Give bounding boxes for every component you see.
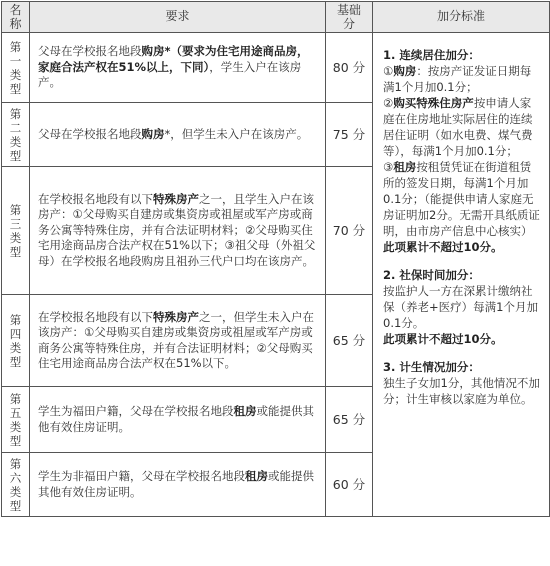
bonus-3-text: 独生子女加1分，其他情况不加分；计生审核以家庭为单位。	[383, 376, 540, 406]
type-name: 第 五 类 型	[2, 387, 30, 453]
header-name: 名 称	[2, 2, 30, 33]
type-name: 第 三 类 型	[2, 167, 30, 295]
bonus-1-cap: 此项累计不超过10分。	[383, 240, 503, 254]
bonus-1-item-3: ③租房按租赁凭证在街道租赁所的签发日期，每满1个月加0.1分；（能提供申请人家庭无房证明加2分。无需开具纸质证明，由市房产信息中心核实）	[383, 160, 540, 238]
type-base-score: 60 分	[326, 453, 373, 517]
type-name: 第 六 类 型	[2, 453, 30, 517]
bonus-2-text: 按监护人一方在深累计缴纳社保（养老+医疗）每满1个月加0.1分。	[383, 284, 538, 330]
admission-table	[1, 1, 550, 517]
type-requirement: 父母在学校报名地段购房*（要求为住宅用途商品房，家庭合法产权在51%以上，下同），学生入户在该房产。	[30, 33, 326, 103]
bonus-section-1	[383, 47, 541, 255]
bonus-2-title: 2. 社保时间加分：	[383, 268, 480, 282]
type-name: 第 一 类 型	[2, 33, 30, 103]
type-base-score: 65 分	[326, 295, 373, 387]
header-base-score: 基础 分	[326, 2, 373, 33]
type-base-score: 65 分	[326, 387, 373, 453]
bonus-1-item-1: ①购房：按房产证发证日期每满1个月加0.1分；	[383, 64, 532, 94]
type-base-score: 70 分	[326, 167, 373, 295]
bonus-section-2	[383, 267, 541, 347]
bonus-1-title: 1. 连续居住加分：	[383, 48, 480, 62]
type-name: 第 四 类 型	[2, 295, 30, 387]
type-requirement: 学生为非福田户籍，父母在学校报名地段租房或能提供其他有效住房证明。	[30, 453, 326, 517]
type-base-score: 75 分	[326, 103, 373, 167]
header-row	[2, 2, 550, 33]
type-requirement: 学生为福田户籍，父母在学校报名地段租房或能提供其他有效住房证明。	[30, 387, 326, 453]
type-requirement: 在学校报名地段有以下特殊房产之一，但学生未入户在该房产：①父母购买自建房或集资房或祖屋或军产房或商务公寓等特殊住房，并有合法证明材料；②父母购买住宅用途商品房合法产权在51%以下。	[30, 295, 326, 387]
bonus-2-cap: 此项累计不超过10分。	[383, 332, 503, 346]
type-requirement: 父母在学校报名地段购房*，但学生未入户在该房产。	[30, 103, 326, 167]
bonus-criteria	[373, 33, 550, 517]
bonus-3-title: 3. 计生情况加分：	[383, 360, 480, 374]
type-requirement: 在学校报名地段有以下特殊房产之一，且学生入户在该房产：①父母购买自建房或集资房或祖屋或军产房或商务公寓等特殊住房，并有合法证明材料；②父母购买住宅用途商品房合法产权在51%以下；③祖父母（外祖父母）在学校报名地段购房且祖孙三代户口均在该房产。	[30, 167, 326, 295]
header-requirement: 要求	[30, 2, 326, 33]
type-row	[2, 33, 550, 103]
header-bonus-criteria: 加分标准	[373, 2, 550, 33]
type-name: 第 二 类 型	[2, 103, 30, 167]
bonus-1-item-2: ②购买特殊住房产按申请人家庭在住房地址实际居住的连续居住证明（如水电费、煤气费等），每满1个月加0.1分；	[383, 96, 533, 158]
type-base-score: 80 分	[326, 33, 373, 103]
bonus-section-3	[383, 359, 541, 407]
